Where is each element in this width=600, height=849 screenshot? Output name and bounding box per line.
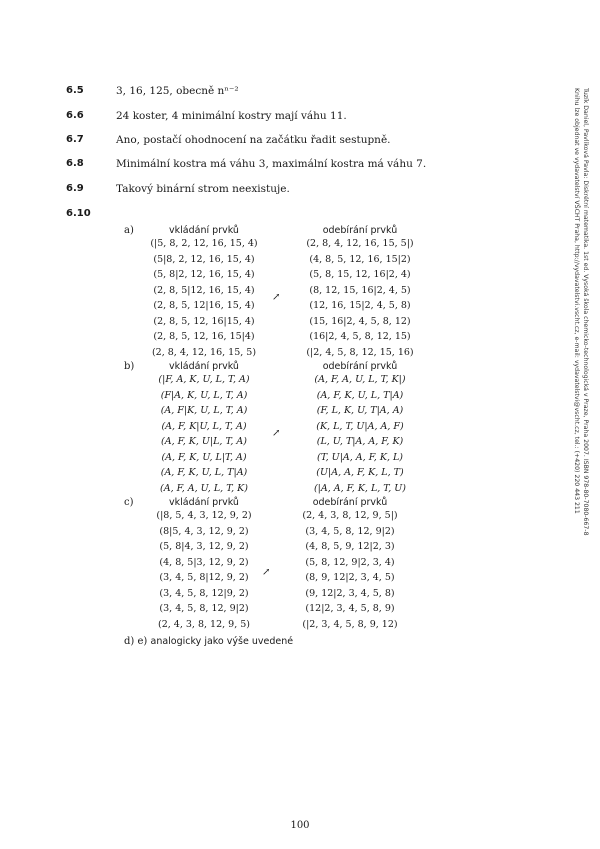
answer-number: 6.10 <box>66 208 91 219</box>
insert-rows <box>144 236 264 360</box>
sequence-row: (3, 4, 5, 8, 12, 9|2) <box>305 525 395 537</box>
side-note-line-1: Tuzík Daniel, Pavlíková Pavla: Diskrétní matematika. 1st ed. Vysoká škola chemicko-technologická v Praze, Praha 2007. ISBN 978-80-7080-667-8 <box>582 88 589 536</box>
sequence-row: (A, F, K, U, L, T|A) <box>160 467 248 478</box>
answer-text: Minimální kostra má váhu 3, maximální kostra má váhu 7. <box>116 158 427 170</box>
sequence-row: (8, 12, 15, 16|2, 4, 5) <box>309 284 411 296</box>
answer-text: 3, 16, 125, obecně nⁿ⁻² <box>116 85 239 97</box>
insert-rows <box>144 508 264 632</box>
sequence-row: (12, 16, 15|2, 4, 5, 8) <box>309 300 411 311</box>
sequence-row: (2, 4, 3, 8, 12, 9, 5) <box>157 618 250 630</box>
sequence-row: (5, 8|2, 12, 16, 15, 4) <box>153 269 255 280</box>
sequence-row: (2, 8, 5, 12|16, 15, 4) <box>153 300 255 311</box>
arrow-icon: ↗ <box>262 567 271 578</box>
part-d-e <box>124 636 293 647</box>
sequence-row: (5, 8, 12, 9|2, 3, 4) <box>305 556 395 568</box>
sequence-row: (9, 12|2, 3, 4, 5, 8) <box>305 587 395 599</box>
sequence-row: (12|2, 3, 4, 5, 8, 9) <box>305 603 395 614</box>
sequence-row: (|5, 8, 2, 12, 16, 15, 4) <box>150 238 258 249</box>
remove-column <box>284 497 416 632</box>
sequence-row: (5|8, 2, 12, 16, 15, 4) <box>153 253 255 265</box>
answer-number: 6.8 <box>66 158 84 169</box>
remove-heading: odebírání prvků <box>322 361 398 372</box>
sequence-row: (|8, 5, 4, 3, 12, 9, 2) <box>156 510 252 521</box>
sequence-row: (5, 8|4, 3, 12, 9, 2) <box>159 541 249 552</box>
answer-number: 6.6 <box>66 110 84 121</box>
sequence-row: (3, 4, 5, 8|12, 9, 2) <box>159 572 249 583</box>
sequence-row: (T, U|A, A, F, K, L) <box>317 451 403 463</box>
sequence-row: (4, 8, 5|3, 12, 9, 2) <box>159 556 249 568</box>
sequence-row: (15, 16|2, 4, 5, 8, 12) <box>309 315 411 327</box>
sequence-row: (2, 8, 5|12, 16, 15, 4) <box>153 284 255 296</box>
sequence-row: (2, 8, 4, 12, 16, 15, 5|) <box>306 238 414 249</box>
remove-column <box>294 225 426 360</box>
sequence-row: (2, 8, 5, 12, 16, 15|4) <box>153 331 255 342</box>
arrow-icon: ↗ <box>272 292 281 303</box>
sequence-row: (A, F, A, U, L, T, K|) <box>314 374 406 385</box>
sequence-row: (4, 8, 5, 9, 12|2, 3) <box>305 541 395 552</box>
remove-heading: odebírání prvků <box>322 225 398 236</box>
sequence-row: (16|2, 4, 5, 8, 12, 15) <box>309 331 411 342</box>
sequence-row: (A, F, A, U, L, T, K) <box>160 482 248 494</box>
answer-text: Takový binární strom neexistuje. <box>116 183 290 195</box>
part-label: d) e) <box>124 636 148 647</box>
sequence-row: (|A, A, F, K, L, T, U) <box>313 482 407 494</box>
insert-rows <box>144 372 264 496</box>
sequence-row: (A, F, K, U, L|T, A) <box>161 451 247 463</box>
sequence-row: (F|A, K, U, L, T, A) <box>160 389 248 401</box>
answer-number: 6.5 <box>66 85 84 96</box>
part-label: c) <box>124 497 134 508</box>
sequence-row: (K, L, T, U|A, A, F) <box>316 420 404 432</box>
sequence-row: (A, F, K, U, L, T|A) <box>316 389 404 401</box>
sequence-row: (8, 9, 12|2, 3, 4, 5) <box>305 572 395 583</box>
answer-number: 6.9 <box>66 183 84 194</box>
sequence-row: (|2, 4, 5, 8, 12, 15, 16) <box>306 346 414 358</box>
part-text: analogicky jako výše uvedené <box>150 636 294 647</box>
sequence-row: (3, 4, 5, 8, 12|9, 2) <box>159 587 249 599</box>
answer-text: Ano, postačí ohodnocení na začátku řadit sestupně. <box>116 134 391 146</box>
remove-rows <box>294 372 426 496</box>
insert-column <box>144 361 264 496</box>
sequence-row: (5, 8, 15, 12, 16|2, 4) <box>309 269 411 280</box>
remove-column <box>294 361 426 496</box>
insert-heading: vkládání prvků <box>169 497 239 508</box>
side-publication-note <box>572 88 590 688</box>
sequence-row: (U|A, A, F, K, L, T) <box>316 467 404 478</box>
sequence-row: (4, 8, 5, 12, 16, 15|2) <box>309 253 411 265</box>
arrow-icon: ↗ <box>272 428 281 439</box>
insert-heading: vkládání prvků <box>169 361 239 372</box>
sequence-row: (2, 8, 5, 12, 16|15, 4) <box>153 315 255 327</box>
remove-heading: odebírání prvků <box>312 497 388 508</box>
sequence-row: (2, 4, 3, 8, 12, 9, 5|) <box>302 510 398 521</box>
sequence-row: (L, U, T|A, A, F, K) <box>316 436 404 447</box>
sequence-row: (|F, A, K, U, L, T, A) <box>158 374 250 385</box>
sequence-row: (A, F, K, U|L, T, A) <box>161 436 247 447</box>
insert-heading: vkládání prvků <box>169 225 239 236</box>
sequence-row: (|2, 3, 4, 5, 8, 9, 12) <box>302 618 398 630</box>
sequence-row: (F, L, K, U, T|A, A) <box>316 405 404 416</box>
insert-column <box>144 225 264 360</box>
answer-number: 6.7 <box>66 134 84 145</box>
part-label: b) <box>124 361 135 372</box>
sequence-row: (8|5, 4, 3, 12, 9, 2) <box>159 525 249 537</box>
remove-rows <box>284 508 416 632</box>
sequence-row: (A, F|K, U, L, T, A) <box>160 405 248 416</box>
sequence-row: (A, F, K|U, L, T, A) <box>161 420 247 432</box>
side-note-line-2: Knihu lze objednat ve vydavatelství VŠCHT Praha, http://vydavatelstvi.vscht.cz, e-mail: vydavatelstvi@vscht.cz, tel.: (+420) 220 443 211 <box>573 88 580 514</box>
sequence-row: (2, 8, 4, 12, 16, 15, 5) <box>151 346 257 358</box>
page-number: 100 <box>290 820 310 831</box>
part-label: a) <box>124 225 134 236</box>
answer-text: 24 koster, 4 minimální kostry mají váhu 11. <box>116 110 347 122</box>
remove-rows <box>294 236 426 360</box>
insert-column <box>144 497 264 632</box>
sequence-row: (3, 4, 5, 8, 12, 9|2) <box>159 603 249 614</box>
